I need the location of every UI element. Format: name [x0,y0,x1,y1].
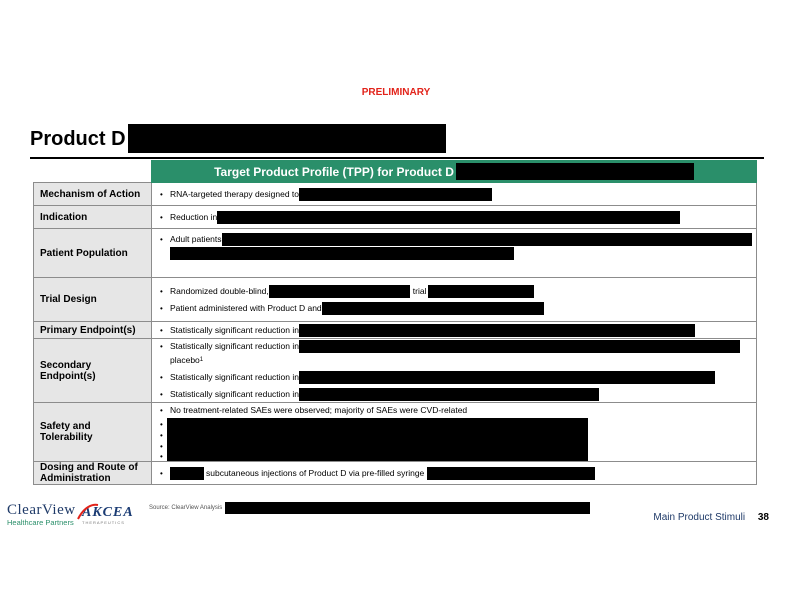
table-header [152,161,757,183]
bullet-text: placebo [170,355,200,365]
row-content-safety: • No treatment-related SAEs were observed; majority of SAEs were CVD-related • • • • [152,403,757,462]
bullet-text: Randomized double-blind, [170,285,269,296]
row-label-mechanism: Mechanism of Action [34,183,152,206]
clearview-logo [7,503,76,527]
source-note [149,502,590,514]
row-content-population: • Adult patients [152,229,757,278]
safety-redacted-bullets: • • • • [160,418,752,461]
row-label-primary-endpoint: Primary Endpoint(s) [34,322,152,339]
row-content-trial-design: • Randomized double-blind, trial • Patient administered with Product D and [152,278,757,322]
redaction [170,467,204,480]
row-label-population: Patient Population [34,229,152,278]
bullet-text: Statistically significant reduction in [170,372,299,382]
preliminary-label: PRELIMINARY [361,87,431,98]
row-label-indication: Indication [34,206,152,229]
table-row [34,229,757,278]
bullet-text: Statistically significant reduction in [170,389,299,399]
clearview-logo-subtitle: Healthcare Partners [7,518,74,527]
redaction [299,340,740,353]
redaction [170,247,514,260]
bullet-text: subcutaneous injections of Product D via pre-filled syringe [206,467,425,478]
redaction [167,418,588,461]
redaction [299,371,715,384]
redaction [299,388,599,401]
akcea-logo-name: AKCEA [82,505,134,520]
source-redaction [225,502,590,514]
footer [653,512,769,523]
table-header-text: Target Product Profile (TPP) for Product D [214,164,454,179]
clearview-logo-name: ClearView [7,502,76,518]
table-row [34,462,757,485]
title-redaction [128,124,446,153]
table-row [34,339,757,403]
redaction [222,233,752,246]
bullet-text: Patient administered with Product D and [170,302,322,313]
row-content-mechanism: • RNA-targeted therapy designed to [152,183,757,206]
footer-label: Main Product Stimuli [653,512,746,523]
redaction [322,302,544,315]
table-header-row [34,161,757,183]
bullet-text: No treatment-related SAEs were observed; majority of SAEs were CVD-related [170,404,468,415]
header-redaction [456,163,694,180]
table-row [34,322,757,339]
redaction [269,285,410,298]
page-title: Product D [30,128,126,150]
bullet-text: Statistically significant reduction in [170,324,299,335]
table-row [34,403,757,462]
row-label-dosing: Dosing and Route of Administration [34,462,152,485]
footnote-marker: 1 [199,357,204,363]
table-row [34,206,757,229]
bullet-text: Reduction in [170,211,218,222]
bullet-text: Statistically significant reduction in [170,341,299,351]
akcea-logo-subtitle: THERAPEUTICS [82,520,125,525]
row-content-secondary-endpoint: • Statistically significant reduction in placebo 1 • Statistically significant reduction in • Statistically significant reduction in [152,339,757,403]
akcea-logo [82,505,144,525]
akcea-swoosh-icon [76,503,100,521]
row-content-primary-endpoint: • Statistically significant reduction in [152,322,757,339]
row-label-safety: Safety and Tolerability [34,403,152,462]
table-row [34,183,757,206]
tpp-table [33,160,757,485]
bullet-text: RNA-targeted therapy designed to [170,188,299,199]
bullet-text: trial [412,285,427,296]
title-rule [30,157,764,159]
table-row [34,278,757,322]
redaction [299,324,695,337]
bullet-text: Adult patients [170,233,222,244]
redaction [428,285,534,298]
row-label-trial-design: Trial Design [34,278,152,322]
page-number: 38 [757,512,769,523]
redaction [217,211,680,224]
row-content-indication: • Reduction in [152,206,757,229]
source-text: Source: ClearView Analysis [149,505,223,511]
row-label-secondary-endpoint: Secondary Endpoint(s) [34,339,152,403]
redaction [299,188,492,201]
redaction [427,467,595,480]
row-content-dosing: • subcutaneous injections of Product D via pre-filled syringe [152,462,757,485]
